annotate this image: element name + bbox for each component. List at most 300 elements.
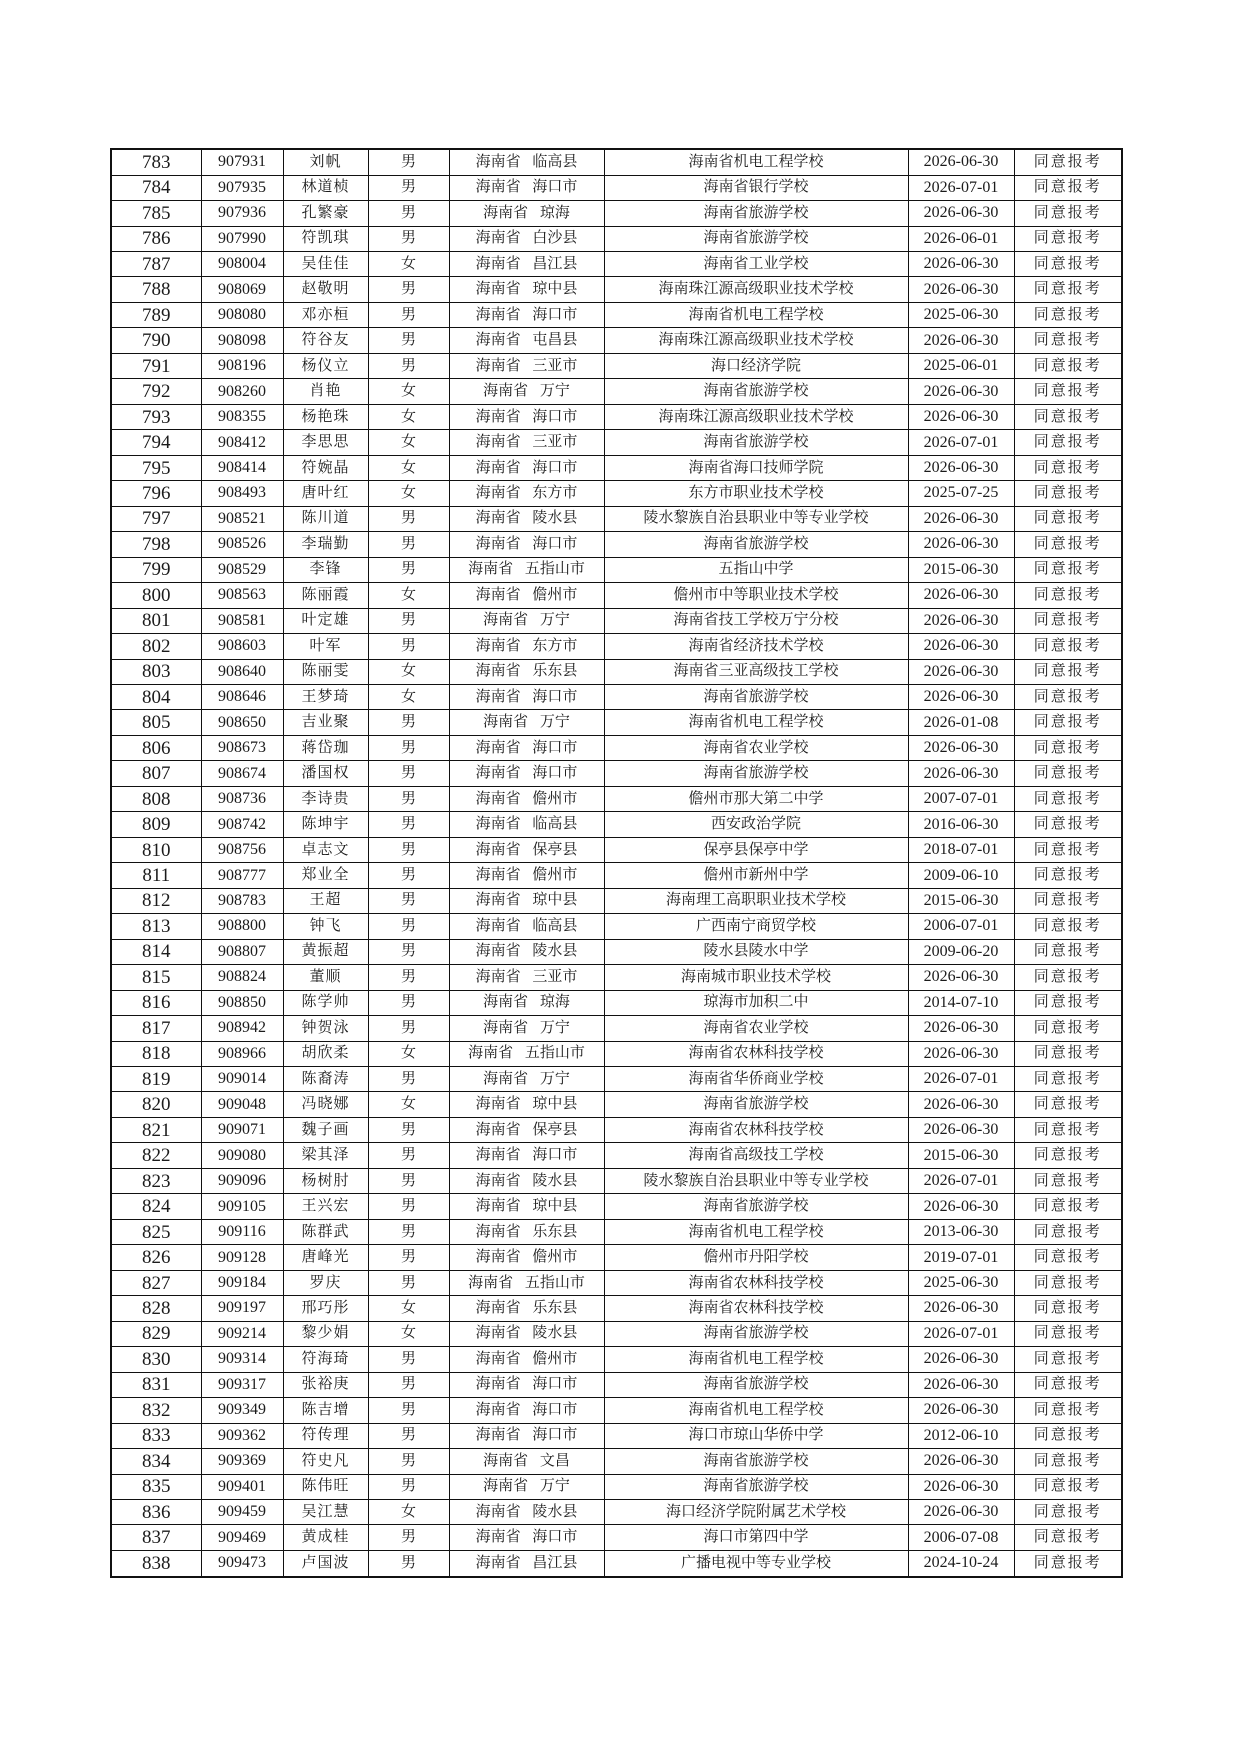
cell-index: 805	[111, 710, 201, 735]
table-row	[111, 1245, 1122, 1270]
table-row	[111, 939, 1122, 964]
cell-school: 儋州市丹阳学校	[604, 1245, 908, 1270]
cell-school: 海南珠江源高级职业技术学校	[604, 277, 908, 302]
cell-region: 海南省 海口市	[449, 735, 604, 760]
cell-gender: 男	[368, 175, 449, 200]
table-row	[111, 1321, 1122, 1346]
cell-date: 2025-06-30	[908, 1270, 1014, 1295]
cell-region: 海南省 琼中县	[449, 1092, 604, 1117]
cell-gender: 男	[368, 863, 449, 888]
cell-gender: 男	[368, 1423, 449, 1448]
cell-school: 陵水黎族自治县职业中等专业学校	[604, 506, 908, 531]
cell-index: 784	[111, 175, 201, 200]
cell-name: 杨艳珠	[283, 404, 368, 429]
table-row	[111, 583, 1122, 608]
cell-status: 同意报考	[1014, 277, 1122, 302]
cell-school: 海南省旅游学校	[604, 1474, 908, 1499]
cell-index: 797	[111, 506, 201, 531]
cell-id: 908640	[201, 659, 283, 684]
cell-date: 2026-06-30	[908, 1499, 1014, 1524]
cell-region: 海南省 海口市	[449, 455, 604, 480]
cell-date: 2015-06-30	[908, 888, 1014, 913]
cell-region: 海南省 海口市	[449, 302, 604, 327]
cell-index: 837	[111, 1525, 201, 1550]
cell-gender: 男	[368, 1372, 449, 1397]
cell-status: 同意报考	[1014, 226, 1122, 251]
cell-date: 2026-06-30	[908, 1474, 1014, 1499]
cell-id: 909080	[201, 1143, 283, 1168]
cell-name: 冯晓娜	[283, 1092, 368, 1117]
cell-region: 海南省 陵水县	[449, 939, 604, 964]
cell-gender: 女	[368, 430, 449, 455]
cell-index: 826	[111, 1245, 201, 1270]
cell-index: 817	[111, 1016, 201, 1041]
table-row	[111, 684, 1122, 709]
cell-index: 822	[111, 1143, 201, 1168]
cell-date: 2026-06-30	[908, 328, 1014, 353]
cell-region: 海南省 乐东县	[449, 1296, 604, 1321]
cell-gender: 男	[368, 735, 449, 760]
cell-region: 海南省 陵水县	[449, 1168, 604, 1193]
cell-region: 海南省 海口市	[449, 404, 604, 429]
cell-status: 同意报考	[1014, 684, 1122, 709]
table-row	[111, 837, 1122, 862]
cell-id: 909214	[201, 1321, 283, 1346]
cell-gender: 男	[368, 1219, 449, 1244]
cell-index: 816	[111, 990, 201, 1015]
cell-region: 海南省 乐东县	[449, 1219, 604, 1244]
table-row	[111, 990, 1122, 1015]
cell-name: 罗庆	[283, 1270, 368, 1295]
cell-school: 海南省旅游学校	[604, 201, 908, 226]
cell-name: 李思思	[283, 430, 368, 455]
cell-name: 魏子画	[283, 1117, 368, 1142]
cell-status: 同意报考	[1014, 710, 1122, 735]
cell-gender: 男	[368, 1525, 449, 1550]
cell-index: 801	[111, 608, 201, 633]
cell-index: 815	[111, 965, 201, 990]
cell-date: 2026-06-30	[908, 684, 1014, 709]
table-row	[111, 379, 1122, 404]
cell-school: 陵水县陵水中学	[604, 939, 908, 964]
cell-status: 同意报考	[1014, 608, 1122, 633]
cell-school: 海南省旅游学校	[604, 761, 908, 786]
cell-id: 908414	[201, 455, 283, 480]
table-row	[111, 761, 1122, 786]
cell-school: 广播电视中等专业学校	[604, 1550, 908, 1577]
cell-date: 2025-07-25	[908, 481, 1014, 506]
cell-region: 海南省 五指山市	[449, 1270, 604, 1295]
cell-date: 2025-06-30	[908, 302, 1014, 327]
table-row	[111, 1092, 1122, 1117]
cell-date: 2026-06-30	[908, 1372, 1014, 1397]
cell-index: 790	[111, 328, 201, 353]
table-row	[111, 786, 1122, 811]
cell-school: 海南珠江源高级职业技术学校	[604, 404, 908, 429]
cell-gender: 男	[368, 353, 449, 378]
table-row	[111, 1067, 1122, 1092]
cell-id: 908777	[201, 863, 283, 888]
cell-gender: 男	[368, 328, 449, 353]
cell-id: 908080	[201, 302, 283, 327]
cell-region: 海南省 琼海	[449, 201, 604, 226]
cell-status: 同意报考	[1014, 353, 1122, 378]
cell-status: 同意报考	[1014, 634, 1122, 659]
cell-status: 同意报考	[1014, 175, 1122, 200]
cell-date: 2015-06-30	[908, 1143, 1014, 1168]
cell-date: 2018-07-01	[908, 837, 1014, 862]
cell-index: 823	[111, 1168, 201, 1193]
cell-date: 2015-06-30	[908, 557, 1014, 582]
cell-region: 海南省 三亚市	[449, 430, 604, 455]
cell-id: 908942	[201, 1016, 283, 1041]
cell-region: 海南省 屯昌县	[449, 328, 604, 353]
cell-gender: 女	[368, 659, 449, 684]
cell-name: 陈坤宇	[283, 812, 368, 837]
table-row	[111, 302, 1122, 327]
cell-id: 909048	[201, 1092, 283, 1117]
cell-status: 同意报考	[1014, 1067, 1122, 1092]
cell-date: 2026-06-30	[908, 506, 1014, 531]
cell-status: 同意报考	[1014, 149, 1122, 175]
cell-school: 海口经济学院附属艺术学校	[604, 1499, 908, 1524]
cell-index: 838	[111, 1550, 201, 1577]
cell-index: 828	[111, 1296, 201, 1321]
cell-id: 909071	[201, 1117, 283, 1142]
cell-name: 陈丽雯	[283, 659, 368, 684]
cell-gender: 女	[368, 1041, 449, 1066]
table-row	[111, 226, 1122, 251]
cell-index: 804	[111, 684, 201, 709]
cell-gender: 男	[368, 634, 449, 659]
cell-school: 陵水黎族自治县职业中等专业学校	[604, 1168, 908, 1193]
cell-region: 海南省 陵水县	[449, 1321, 604, 1346]
cell-id: 907936	[201, 201, 283, 226]
cell-status: 同意报考	[1014, 583, 1122, 608]
table-row	[111, 328, 1122, 353]
table-row	[111, 608, 1122, 633]
cell-index: 819	[111, 1067, 201, 1092]
cell-gender: 男	[368, 990, 449, 1015]
cell-id: 909128	[201, 1245, 283, 1270]
table-row	[111, 710, 1122, 735]
cell-index: 835	[111, 1474, 201, 1499]
cell-region: 海南省 保亭县	[449, 1117, 604, 1142]
table-row	[111, 175, 1122, 200]
cell-index: 829	[111, 1321, 201, 1346]
cell-region: 海南省 琼中县	[449, 277, 604, 302]
cell-school: 海南省旅游学校	[604, 430, 908, 455]
cell-name: 叶定雄	[283, 608, 368, 633]
cell-region: 海南省 万宁	[449, 379, 604, 404]
cell-index: 830	[111, 1347, 201, 1372]
cell-name: 陈吉增	[283, 1398, 368, 1423]
cell-school: 海南省旅游学校	[604, 684, 908, 709]
cell-name: 卓志文	[283, 837, 368, 862]
cell-index: 807	[111, 761, 201, 786]
table-row	[111, 532, 1122, 557]
cell-id: 909349	[201, 1398, 283, 1423]
cell-school: 海南省三亚高级技工学校	[604, 659, 908, 684]
cell-date: 2026-06-30	[908, 379, 1014, 404]
cell-gender: 女	[368, 1321, 449, 1346]
cell-status: 同意报考	[1014, 1117, 1122, 1142]
cell-id: 908966	[201, 1041, 283, 1066]
cell-gender: 男	[368, 1117, 449, 1142]
table-row	[111, 277, 1122, 302]
cell-id: 908742	[201, 812, 283, 837]
cell-name: 赵敬明	[283, 277, 368, 302]
cell-status: 同意报考	[1014, 659, 1122, 684]
cell-region: 海南省 万宁	[449, 1016, 604, 1041]
cell-id: 908850	[201, 990, 283, 1015]
cell-date: 2025-06-01	[908, 353, 1014, 378]
cell-index: 792	[111, 379, 201, 404]
cell-date: 2026-06-30	[908, 252, 1014, 277]
cell-region: 海南省 东方市	[449, 634, 604, 659]
cell-id: 908004	[201, 252, 283, 277]
cell-name: 王兴宏	[283, 1194, 368, 1219]
cell-status: 同意报考	[1014, 812, 1122, 837]
cell-date: 2016-06-30	[908, 812, 1014, 837]
cell-index: 803	[111, 659, 201, 684]
cell-status: 同意报考	[1014, 761, 1122, 786]
cell-status: 同意报考	[1014, 481, 1122, 506]
cell-name: 黎少娟	[283, 1321, 368, 1346]
cell-name: 王超	[283, 888, 368, 913]
cell-school: 海南省经济技术学校	[604, 634, 908, 659]
cell-name: 唐峰光	[283, 1245, 368, 1270]
cell-name: 钟飞	[283, 914, 368, 939]
cell-date: 2026-07-01	[908, 175, 1014, 200]
cell-id: 908650	[201, 710, 283, 735]
cell-gender: 男	[368, 761, 449, 786]
cell-status: 同意报考	[1014, 1168, 1122, 1193]
cell-index: 833	[111, 1423, 201, 1448]
table-row	[111, 149, 1122, 175]
cell-id: 908646	[201, 684, 283, 709]
cell-date: 2009-06-10	[908, 863, 1014, 888]
table-row	[111, 634, 1122, 659]
cell-status: 同意报考	[1014, 1219, 1122, 1244]
cell-name: 符婉晶	[283, 455, 368, 480]
cell-id: 907931	[201, 149, 283, 175]
cell-id: 909469	[201, 1525, 283, 1550]
cell-status: 同意报考	[1014, 965, 1122, 990]
cell-region: 海南省 五指山市	[449, 557, 604, 582]
cell-name: 孔繁豪	[283, 201, 368, 226]
cell-status: 同意报考	[1014, 837, 1122, 862]
cell-region: 海南省 陵水县	[449, 1499, 604, 1524]
table-row	[111, 863, 1122, 888]
cell-gender: 女	[368, 583, 449, 608]
table-row	[111, 1449, 1122, 1474]
cell-status: 同意报考	[1014, 1245, 1122, 1270]
table-row	[111, 1143, 1122, 1168]
cell-index: 821	[111, 1117, 201, 1142]
cell-status: 同意报考	[1014, 990, 1122, 1015]
cell-date: 2013-06-30	[908, 1219, 1014, 1244]
cell-school: 海南省机电工程学校	[604, 1347, 908, 1372]
cell-status: 同意报考	[1014, 404, 1122, 429]
table-row	[111, 1041, 1122, 1066]
cell-school: 海南省旅游学校	[604, 1194, 908, 1219]
cell-id: 908493	[201, 481, 283, 506]
cell-name: 吴江慧	[283, 1499, 368, 1524]
cell-date: 2026-06-30	[908, 634, 1014, 659]
cell-gender: 男	[368, 1270, 449, 1295]
cell-name: 张裕庚	[283, 1372, 368, 1397]
cell-school: 海南省华侨商业学校	[604, 1067, 908, 1092]
cell-region: 海南省 海口市	[449, 1372, 604, 1397]
cell-date: 2026-06-30	[908, 659, 1014, 684]
cell-status: 同意报考	[1014, 1449, 1122, 1474]
cell-region: 海南省 万宁	[449, 608, 604, 633]
table-row	[111, 965, 1122, 990]
cell-id: 908673	[201, 735, 283, 760]
cell-name: 符凯琪	[283, 226, 368, 251]
cell-gender: 男	[368, 1347, 449, 1372]
cell-index: 787	[111, 252, 201, 277]
cell-index: 810	[111, 837, 201, 862]
cell-status: 同意报考	[1014, 1016, 1122, 1041]
cell-gender: 男	[368, 302, 449, 327]
cell-date: 2026-06-30	[908, 455, 1014, 480]
cell-id: 907990	[201, 226, 283, 251]
cell-name: 唐叶红	[283, 481, 368, 506]
cell-date: 2026-07-01	[908, 1168, 1014, 1193]
cell-status: 同意报考	[1014, 1499, 1122, 1524]
table-row	[111, 1219, 1122, 1244]
cell-region: 海南省 海口市	[449, 175, 604, 200]
cell-date: 2006-07-08	[908, 1525, 1014, 1550]
cell-school: 海口经济学院	[604, 353, 908, 378]
table-row	[111, 201, 1122, 226]
cell-gender: 男	[368, 201, 449, 226]
cell-school: 海南省农林科技学校	[604, 1041, 908, 1066]
cell-region: 海南省 万宁	[449, 1474, 604, 1499]
cell-id: 909197	[201, 1296, 283, 1321]
cell-school: 海南省农林科技学校	[604, 1270, 908, 1295]
cell-date: 2026-06-30	[908, 1117, 1014, 1142]
table-row	[111, 1270, 1122, 1295]
cell-date: 2026-06-30	[908, 532, 1014, 557]
cell-school: 海南省农业学校	[604, 1016, 908, 1041]
cell-id: 908196	[201, 353, 283, 378]
cell-region: 海南省 海口市	[449, 532, 604, 557]
cell-id: 908581	[201, 608, 283, 633]
cell-gender: 男	[368, 1474, 449, 1499]
cell-index: 786	[111, 226, 201, 251]
cell-id: 908563	[201, 583, 283, 608]
cell-school: 保亭县保亭中学	[604, 837, 908, 862]
table-body	[111, 149, 1122, 1577]
cell-status: 同意报考	[1014, 455, 1122, 480]
cell-id: 909014	[201, 1067, 283, 1092]
cell-school: 海南省旅游学校	[604, 226, 908, 251]
cell-name: 邢巧彤	[283, 1296, 368, 1321]
cell-name: 陈群武	[283, 1219, 368, 1244]
cell-school: 海南省技工学校万宁分校	[604, 608, 908, 633]
cell-name: 黄成桂	[283, 1525, 368, 1550]
table-row	[111, 353, 1122, 378]
cell-gender: 女	[368, 404, 449, 429]
table-row	[111, 1194, 1122, 1219]
cell-status: 同意报考	[1014, 1092, 1122, 1117]
cell-region: 海南省 五指山市	[449, 1041, 604, 1066]
cell-name: 陈川道	[283, 506, 368, 531]
cell-region: 海南省 海口市	[449, 1143, 604, 1168]
cell-region: 海南省 昌江县	[449, 1550, 604, 1577]
cell-status: 同意报考	[1014, 939, 1122, 964]
cell-status: 同意报考	[1014, 252, 1122, 277]
cell-gender: 男	[368, 149, 449, 175]
cell-status: 同意报考	[1014, 735, 1122, 760]
cell-status: 同意报考	[1014, 201, 1122, 226]
cell-gender: 男	[368, 1449, 449, 1474]
cell-index: 813	[111, 914, 201, 939]
cell-region: 海南省 儋州市	[449, 786, 604, 811]
cell-region: 海南省 三亚市	[449, 353, 604, 378]
cell-date: 2026-06-30	[908, 404, 1014, 429]
cell-status: 同意报考	[1014, 786, 1122, 811]
cell-id: 908069	[201, 277, 283, 302]
cell-status: 同意报考	[1014, 506, 1122, 531]
cell-date: 2026-06-30	[908, 1016, 1014, 1041]
cell-date: 2026-06-30	[908, 1092, 1014, 1117]
cell-gender: 男	[368, 1194, 449, 1219]
cell-name: 吴佳佳	[283, 252, 368, 277]
cell-index: 799	[111, 557, 201, 582]
cell-gender: 男	[368, 914, 449, 939]
cell-name: 李诗贵	[283, 786, 368, 811]
cell-name: 陈伟旺	[283, 1474, 368, 1499]
cell-index: 800	[111, 583, 201, 608]
cell-status: 同意报考	[1014, 1423, 1122, 1448]
cell-school: 广西南宁商贸学校	[604, 914, 908, 939]
cell-school: 海南省农林科技学校	[604, 1117, 908, 1142]
cell-id: 909184	[201, 1270, 283, 1295]
table-row	[111, 404, 1122, 429]
cell-index: 798	[111, 532, 201, 557]
cell-school: 海口市第四中学	[604, 1525, 908, 1550]
cell-status: 同意报考	[1014, 1321, 1122, 1346]
cell-status: 同意报考	[1014, 1270, 1122, 1295]
cell-index: 809	[111, 812, 201, 837]
cell-id: 908526	[201, 532, 283, 557]
cell-index: 785	[111, 201, 201, 226]
cell-status: 同意报考	[1014, 1194, 1122, 1219]
cell-gender: 男	[368, 1016, 449, 1041]
cell-index: 824	[111, 1194, 201, 1219]
cell-name: 符史凡	[283, 1449, 368, 1474]
table-row	[111, 506, 1122, 531]
table-row	[111, 914, 1122, 939]
cell-id: 908603	[201, 634, 283, 659]
cell-id: 909105	[201, 1194, 283, 1219]
cell-region: 海南省 临高县	[449, 812, 604, 837]
cell-school: 海南省海口技师学院	[604, 455, 908, 480]
cell-school: 海南省农林科技学校	[604, 1296, 908, 1321]
cell-id: 908355	[201, 404, 283, 429]
cell-status: 同意报考	[1014, 863, 1122, 888]
cell-name: 刘帆	[283, 149, 368, 175]
cell-gender: 女	[368, 1092, 449, 1117]
cell-school: 海南省旅游学校	[604, 532, 908, 557]
table-row	[111, 481, 1122, 506]
cell-region: 海南省 三亚市	[449, 965, 604, 990]
cell-gender: 男	[368, 1067, 449, 1092]
